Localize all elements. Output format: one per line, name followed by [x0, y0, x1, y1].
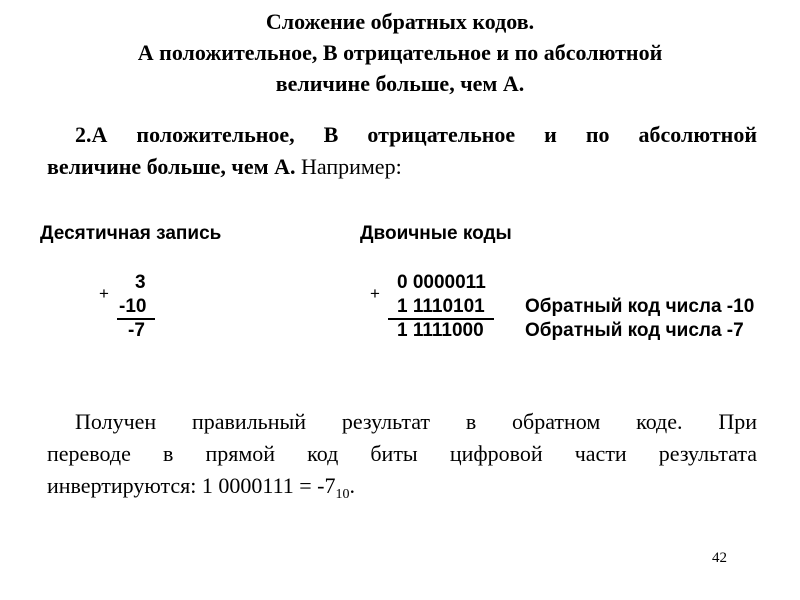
page-number: 42 [712, 550, 727, 566]
conclusion-line-2: переводе в прямой код биты цифровой части результата [47, 441, 757, 466]
binary-result: 1 1111000 [397, 320, 484, 341]
binary-plus-sign: + [370, 284, 380, 303]
title-line-2: А положительное, В отрицательное и по абсолютной [137, 40, 663, 65]
intro-paragraph [47, 119, 757, 183]
slide-title [0, 6, 800, 99]
title-line-3: величине больше, чем А. [275, 71, 525, 96]
conclusion-line-1: Получен правильный результат в обратном коде. При [75, 409, 757, 434]
decimal-operand-2: -10 [119, 296, 147, 317]
decimal-operand-1: 3 [135, 272, 146, 293]
note-operand-2: Обратный код числа -10 [525, 296, 755, 317]
intro-rest-text: Например: [295, 154, 402, 179]
title-line-1: Сложение обратных кодов. [265, 9, 535, 34]
binary-header: Двоичные коды [360, 223, 512, 244]
decimal-plus-sign: + [99, 284, 109, 303]
conclusion-formula: инвертируются: 1 0000111 = -7 [47, 473, 336, 498]
decimal-header: Десятичная запись [40, 223, 222, 244]
conclusion-line-3 [47, 470, 757, 502]
conclusion-period: . [349, 473, 356, 498]
intro-bold-text: величине больше, чем А. [47, 154, 296, 179]
conclusion-paragraph [47, 406, 757, 502]
note-result: Обратный код числа -7 [525, 320, 744, 341]
decimal-result: -7 [128, 320, 145, 341]
conclusion-subscript: 10 [335, 487, 350, 502]
binary-operand-2: 1 1110101 [397, 296, 485, 317]
binary-operand-1: 0 0000011 [397, 272, 486, 293]
intro-line-2 [47, 151, 757, 183]
intro-line-1: 2.А положительное, В отрицательное и по абсолютной [75, 122, 757, 147]
